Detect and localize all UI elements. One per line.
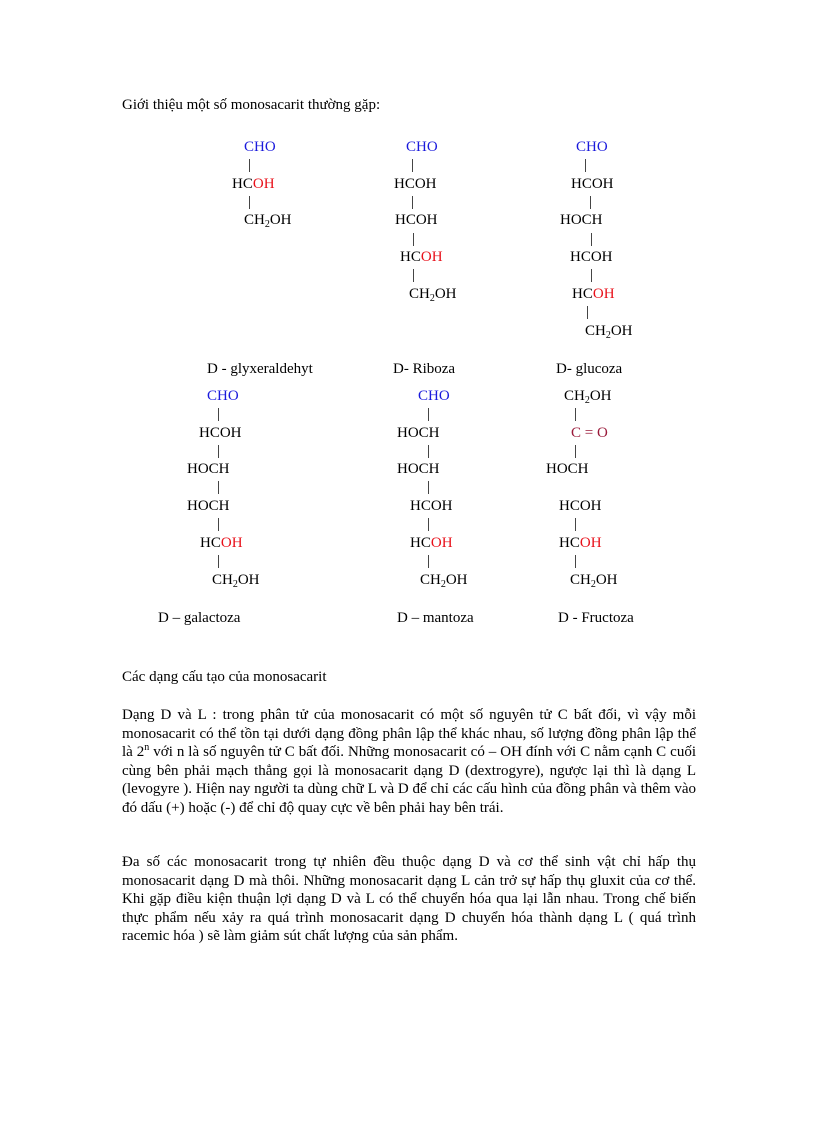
hydroxymethyl-group: $CH_2OH$ [409,286,457,304]
hydroxyl-carbon: HOCH [397,461,440,477]
bond: | [574,516,578,532]
bond: | [427,443,431,459]
hydroxyl-carbon: HCOH [410,498,453,514]
hydroxyl-carbon: HCOH [572,286,615,302]
hydroxyl-carbon: HCOH [559,498,602,514]
hydroxyl-carbon: HCOH [570,249,613,265]
hydroxyl-carbon: HOCH [546,461,589,477]
hydroxymethyl-group: $CH_2OH$ [244,212,292,230]
bond: | [427,553,431,569]
bond: | [589,194,593,210]
hydroxyl-carbon: HOCH [560,212,603,228]
hydroxyl-carbon: HCOH [395,212,438,228]
bond: | [427,516,431,532]
hydroxyl-carbon: HCOH [410,535,453,551]
ketone-group: C = O [571,425,608,441]
intro-text: Giới thiệu một số monosacarit thường gặp: [122,97,381,113]
paragraph-d-l-forms: Dạng D và L : trong phân tử của monosacarit có một số nguyên tử C bất đối, vì vậy mỗi monosacarit có thể tồn tại dưới dạng đồng phân lập thể khác nhau, số lượng đồng phân lập thể là 2$^n$ với n là số nguyên tử C bất đối. Những monosacarit có – OH đính với C nằm cạnh C cuối cùng bên phải mạch thẳng gọi là monosacarit dạng D (dextrogyre), ngược lại thì là dạng L (levogyre ). Hiện nay người ta dùng chữ L và D để chỉ các cấu hình của đồng phân và thêm vào đó dấu (+) hoặc (-) để chỉ độ quay cực về bên phải hay bên trái. [122,707,696,816]
hydroxyl-carbon: HCOH [199,425,242,441]
hydroxymethyl-group: $CH_2OH$ [420,572,468,590]
bond: | [574,443,578,459]
bond: | [411,157,415,173]
aldehyde-group: CHO [576,139,608,155]
bond: | [584,157,588,173]
aldehyde-group: CHO [418,388,450,404]
bond: | [217,516,221,532]
hydroxymethyl-group: $CH_2OH$ [212,572,260,590]
bond: | [412,267,416,283]
bond: | [411,194,415,210]
name-riboza: D- Riboza [393,361,456,377]
hydroxyl-carbon: HOCH [397,425,440,441]
name-glyxeraldehyt: D - glyxeraldehyt [207,361,313,377]
section-heading: Các dạng cấu tạo của monosacarit [122,669,327,685]
name-mantoza: D – mantoza [397,610,474,626]
aldehyde-group: CHO [207,388,239,404]
bond: | [412,231,416,247]
hydroxyl-carbon: HCOH [232,176,275,192]
paragraph-natural-forms: Đa số các monosacarit trong tự nhiên đều thuộc dạng D và cơ thể sinh vật chỉ hấp thụ monosacarit dạng D mà thôi. Những monosacarit dạng L cản trở sự hấp thụ gluxit của cơ thể. Khi gặp điều kiện thuận lợi dạng D và L có thể chuyển hóa qua lại lẫn nhau. Trong chế biến thực phẩm nếu xảy ra quá trình monosacarit dạng D chuyển hóa thành dạng L ( quá trình racemic hóa ) sẽ làm giảm sút chất lượng của sản phẩm. [122,854,696,944]
hydroxymethyl-group: $CH_2OH$ [585,323,633,341]
bond: | [590,267,594,283]
name-galactoza: D – galactoza [158,610,241,626]
bond: | [427,479,431,495]
bond: | [217,553,221,569]
name-glucoza: D- glucoza [556,361,623,377]
name-fructoza: D - Fructoza [558,610,634,626]
hydroxyl-carbon: HCOH [400,249,443,265]
bond: | [248,194,252,210]
hydroxyl-carbon: HOCH [187,461,230,477]
hydroxyl-carbon: HCOH [571,176,614,192]
bond: | [217,406,221,422]
hydroxymethyl-group: $CH_2OH$ [570,572,618,590]
aldehyde-group: CHO [244,139,276,155]
bond: | [248,157,252,173]
bond: | [574,406,578,422]
bond: | [217,443,221,459]
hydroxyl-carbon: HCOH [200,535,243,551]
bond: | [586,304,590,320]
hydroxyl-carbon: HCOH [559,535,602,551]
hydroxyl-carbon: HCOH [394,176,437,192]
bond: | [590,231,594,247]
bond: | [217,479,221,495]
hydroxyl-carbon: HOCH [187,498,230,514]
bond: | [427,406,431,422]
hydroxymethyl-group: $CH_2OH$ [564,388,612,406]
bond: | [574,553,578,569]
aldehyde-group: CHO [406,139,438,155]
